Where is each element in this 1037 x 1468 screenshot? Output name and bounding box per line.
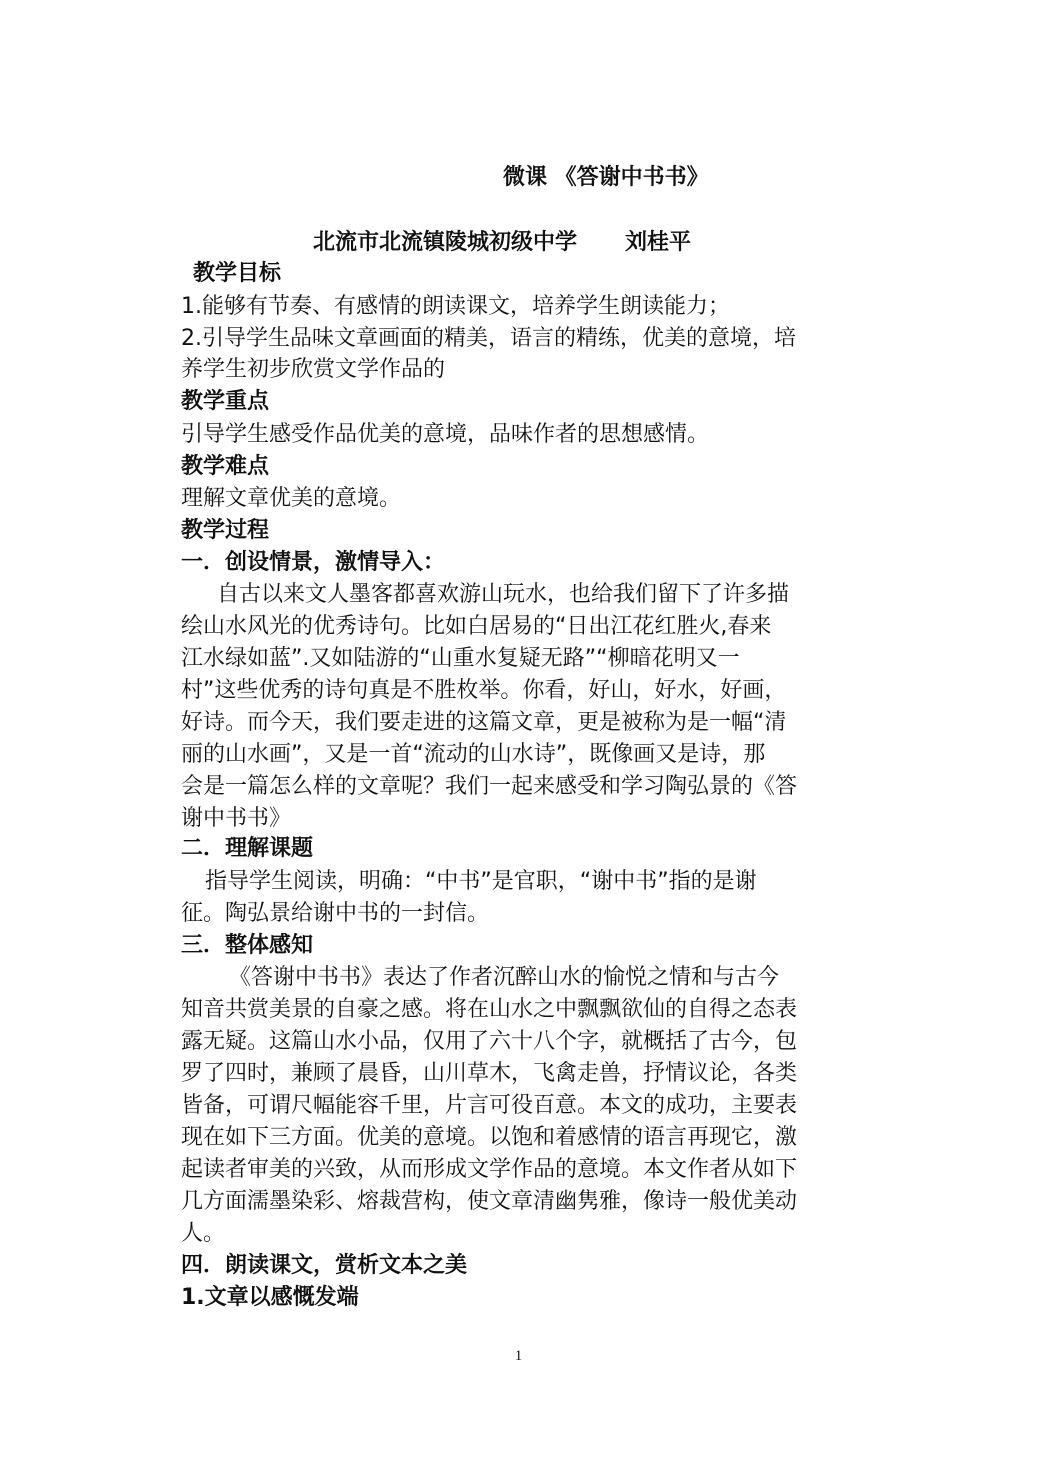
section-3-para-line: 露无疑。这篇山水小品，仅用了六十八个字，就概括了古今，包 bbox=[181, 1029, 798, 1054]
section-1-para-line: 好诗。而今天，我们要走进的这篇文章，更是被称为是一幅“清 bbox=[181, 710, 787, 735]
section-3-para-line: 《答谢中书书》表达了作者沉醉山水的愉悦之情和与古今 bbox=[229, 965, 780, 990]
section-1-para-line: 绘山水风光的优秀诗句。比如白居易的“日出江花红胜火,春来 bbox=[181, 614, 772, 639]
section-3-para-line: 知音共赏美景的自豪之感。将在山水之中飘飘欲仙的自得之态表 bbox=[181, 997, 798, 1022]
author-school: 北流市北流镇陵城初级中学 bbox=[313, 230, 578, 255]
page-number: 1 bbox=[514, 1348, 523, 1364]
document-title: 微课 《答谢中书书》 bbox=[503, 165, 709, 190]
heading-objectives: 教学目标 bbox=[193, 261, 282, 286]
section-2-heading: 二．理解课题 bbox=[181, 836, 314, 861]
heading-process: 教学过程 bbox=[181, 518, 270, 543]
section-1-para-line: 谢中书书》 bbox=[181, 806, 292, 831]
section-1-para-line: 丽的山水画”，又是一首“流动的山水诗”，既像画又是诗，那 bbox=[181, 742, 766, 767]
heading-difficulties: 教学难点 bbox=[181, 454, 270, 479]
difficulties-text: 理解文章优美的意境。 bbox=[181, 486, 402, 511]
objective-2-cont: 养学生初步欣赏文学作品的 bbox=[181, 357, 446, 382]
author-line bbox=[313, 225, 691, 256]
section-1-para-line: 自古以来文人墨客都喜欢游山玩水，也给我们留下了许多描 bbox=[217, 582, 790, 607]
section-3-para-line: 罗了四时，兼顾了晨昏，山川草木，飞禽走兽，抒情议论，各类 bbox=[181, 1061, 798, 1086]
section-3-para-line: 几方面濡墨染彩、熔裁营构，使文章清幽隽雅，像诗一般优美动 bbox=[181, 1189, 798, 1214]
section-1-para-line: 村”这些优秀的诗句真是不胜枚举。你看，好山，好水，好画， bbox=[181, 678, 787, 703]
heading-key-points: 教学重点 bbox=[181, 389, 270, 414]
section-1-heading: 一．创设情景，激情导入： bbox=[181, 550, 446, 575]
section-3-para-line: 起读者审美的兴致，从而形成文学作品的意境。本文作者从如下 bbox=[181, 1157, 798, 1182]
section-1-para-line: 江水绿如蓝”.又如陆游的“山重水复疑无路”“柳暗花明又一 bbox=[181, 646, 740, 671]
subsection-1-heading: 1.文章以感慨发端 bbox=[181, 1285, 359, 1310]
section-3-para-line: 人。 bbox=[181, 1221, 226, 1246]
section-3-para-line: 现在如下三方面。优美的意境。以饱和着感情的语言再现它，激 bbox=[181, 1125, 798, 1150]
section-3-para-line: 皆备，可谓尺幅能容千里，片言可役百意。本文的成功，主要表 bbox=[181, 1093, 798, 1118]
key-points-text: 引导学生感受作品优美的意境，品味作者的思想感情。 bbox=[181, 422, 710, 447]
author-name: 刘桂平 bbox=[625, 230, 692, 255]
section-1-para-line: 会是一篇怎么样的文章呢？我们一起来感受和学习陶弘景的《答 bbox=[181, 774, 798, 799]
section-2-para-line: 征。陶弘景给谢中书的一封信。 bbox=[181, 901, 490, 926]
section-3-heading: 三．整体感知 bbox=[181, 933, 314, 958]
section-2-para-line: 指导学生阅读，明确：“中书”是官职，“谢中书”指的是谢 bbox=[205, 869, 757, 894]
section-4-heading: 四．朗读课文，赏析文本之美 bbox=[181, 1253, 468, 1278]
objective-1: 1.能够有节奏、有感情的朗读课文，培养学生朗读能力； bbox=[181, 294, 730, 319]
objective-2: 2.引导学生品味文章画面的精美，语言的精练，优美的意境，培 bbox=[181, 326, 796, 351]
